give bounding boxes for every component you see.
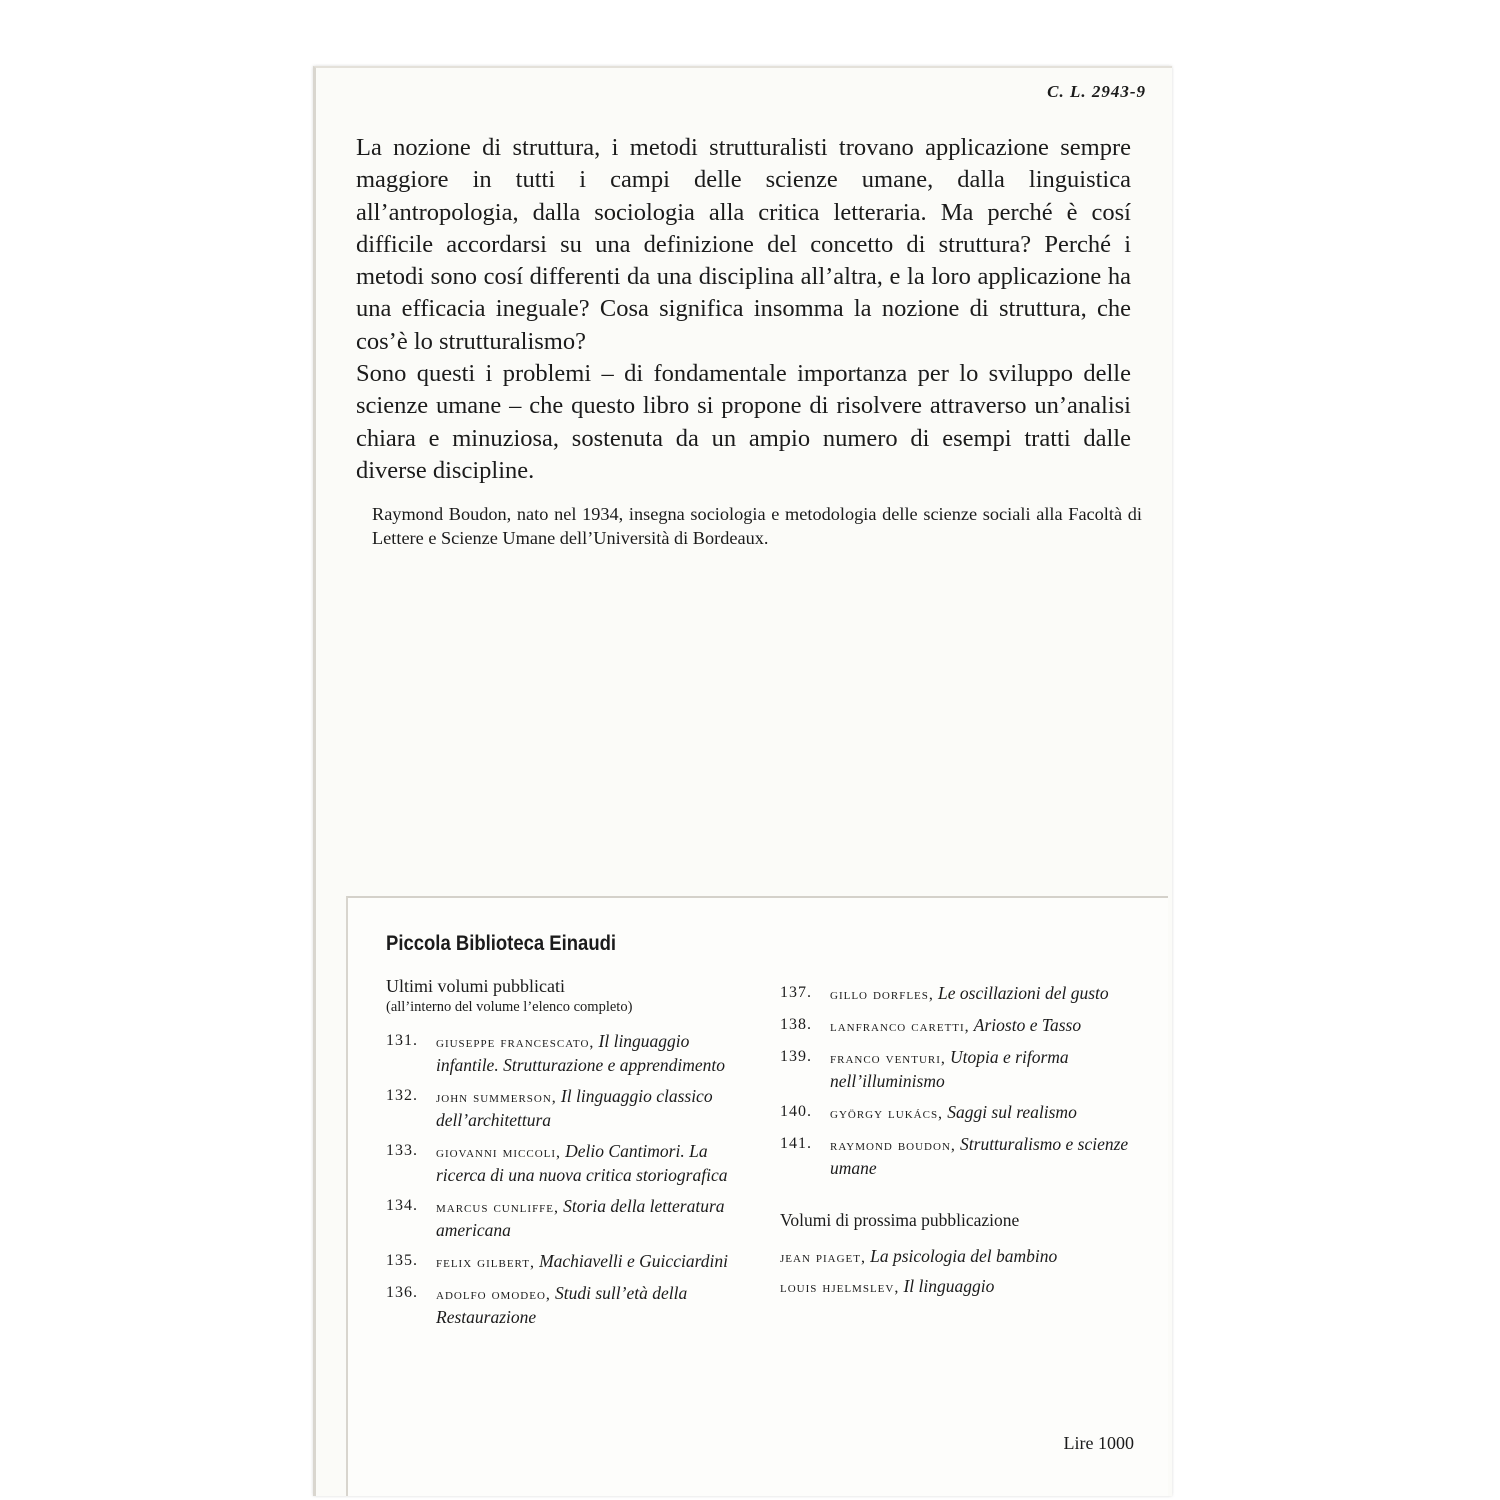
published-list-left xyxy=(386,976,746,1337)
volume-author: marcus cunliffe, xyxy=(436,1199,560,1216)
volume-entry xyxy=(386,1195,746,1242)
volume-author: felix gilbert, xyxy=(436,1254,535,1271)
volume-entry xyxy=(780,1046,1140,1093)
volume-title: Il linguaggio infantile. Strutturazione e apprendimento xyxy=(436,1031,726,1075)
volume-title: Strutturalismo e scienze umane xyxy=(830,1134,1129,1178)
volume-title: Saggi sul realismo xyxy=(947,1102,1077,1122)
volume-author: raymond boudon, xyxy=(830,1137,956,1154)
forthcoming-author: jean piaget, xyxy=(780,1249,866,1266)
volume-number: 137. xyxy=(780,984,812,1001)
volume-number: 139. xyxy=(780,1048,812,1065)
forthcoming-title: La psicologia del bambino xyxy=(870,1246,1058,1266)
volume-title: Ariosto e Tasso xyxy=(973,1015,1082,1035)
volume-number: 132. xyxy=(386,1087,418,1104)
volume-entry xyxy=(780,1101,1140,1125)
volume-entry xyxy=(386,1085,746,1132)
forthcoming-heading: Volumi di prossima pubblicazione xyxy=(780,1210,1020,1230)
published-heading: Ultimi volumi pubblicati xyxy=(386,976,565,996)
volume-number: 136. xyxy=(386,1284,418,1301)
series-flap xyxy=(346,896,1168,1496)
volume-title: Machiavelli e Guicciardini xyxy=(539,1251,728,1271)
volume-author: giovanni miccoli, xyxy=(436,1144,562,1161)
volume-author: franco venturi, xyxy=(830,1050,946,1067)
volume-entry xyxy=(386,1030,746,1077)
volume-author: john summerson, xyxy=(436,1089,557,1106)
price: Lire 1000 xyxy=(1063,1433,1134,1453)
author-bio: Raymond Boudon, nato nel 1934, insegna sociologia e metodologia delle scienze sociali alla Facoltà di Lettere e Scienze Umane dell’Università di Bordeaux. xyxy=(372,504,1142,548)
blurb xyxy=(356,132,1131,487)
forthcoming-title: Il linguaggio xyxy=(903,1276,995,1296)
volume-title: Delio Cantimori. La ricerca di una nuova critica storiografica xyxy=(436,1141,728,1185)
volume-title: Storia della letteratura americana xyxy=(436,1196,725,1240)
series-title: Piccola Biblioteca Einaudi xyxy=(386,932,617,955)
blurb-paragraph: Sono questi i problemi – di fondamentale importanza per lo sviluppo delle scienze umane – che questo libro si propone di risolvere attraverso un’analisi chiara e minuziosa, sostenuta da un ampio numero di esempi tratti dalle diverse discipline. xyxy=(356,360,1131,484)
volume-title: Utopia e riforma nell’illuminismo xyxy=(830,1047,1069,1091)
volume-number: 134. xyxy=(386,1197,418,1214)
volume-number: 141. xyxy=(780,1135,812,1152)
volume-entry xyxy=(386,1250,746,1274)
volume-number: 133. xyxy=(386,1142,418,1159)
volume-number: 140. xyxy=(780,1103,812,1120)
volume-entry xyxy=(780,982,1140,1006)
blurb-paragraph: La nozione di struttura, i metodi strutturalisti trovano applicazione sempre maggiore in tutti i campi delle scienze umane, dalla linguistica all’antropologia, dalla sociologia alla critica letteraria. Ma perché è cosí difficile accordarsi su una definizione del concetto di struttura? Perché i metodi sono cosí differenti da una disciplina all’altra, e la loro applicazione ha una efficacia ineguale? Cosa significa insomma la nozione di struttura, che cos’è lo strutturalismo? xyxy=(356,134,1131,355)
volume-title: Il linguaggio classico dell’architettura xyxy=(436,1086,713,1130)
volume-entry xyxy=(780,1133,1140,1180)
volume-title: Studi sull’età della Restaurazione xyxy=(436,1283,688,1327)
volume-author: gillo dorfles, xyxy=(830,986,934,1003)
volume-number: 135. xyxy=(386,1252,418,1269)
volume-entry xyxy=(386,1282,746,1329)
volume-author: lanfranco caretti, xyxy=(830,1018,970,1035)
volume-number: 131. xyxy=(386,1032,418,1049)
catalog-code: C. L. 2943-9 xyxy=(1047,82,1146,101)
published-list-right xyxy=(780,982,1140,1305)
published-note: (all’interno del volume l’elenco completo) xyxy=(386,999,633,1015)
volume-number: 138. xyxy=(780,1016,812,1033)
forthcoming-author: louis hjelmslev, xyxy=(780,1279,900,1296)
volume-entry xyxy=(780,1014,1140,1038)
forthcoming-entry xyxy=(780,1275,1140,1299)
volume-title: Le oscillazioni del gusto xyxy=(938,983,1109,1003)
forthcoming-entry xyxy=(780,1245,1140,1269)
volume-entry xyxy=(386,1140,746,1187)
volume-author: adolfo omodeo, xyxy=(436,1286,551,1303)
volume-author: györgy lukács, xyxy=(830,1105,944,1122)
volume-author: giuseppe francescato, xyxy=(436,1034,595,1051)
